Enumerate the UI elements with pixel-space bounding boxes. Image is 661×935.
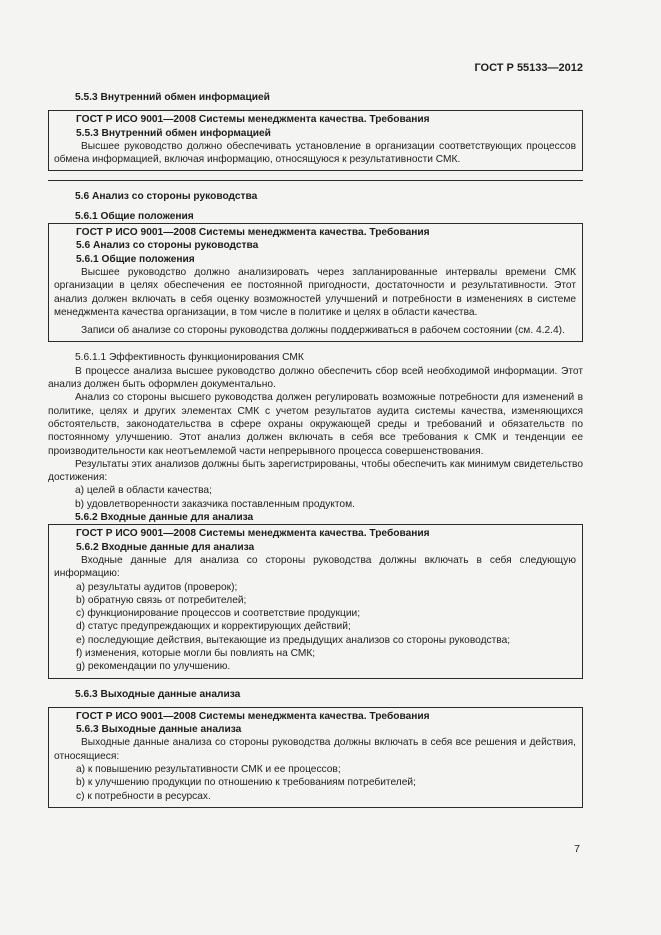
page-number: 7 bbox=[574, 843, 580, 855]
list-item: b) удовлетворенности заказчика поставленным продуктом. bbox=[75, 498, 355, 510]
list-item: d) статус предупреждающих и корректирующих действий; bbox=[76, 621, 351, 633]
quote-title: ГОСТ Р ИСО 9001—2008 Системы менеджмента качества. Требования bbox=[76, 114, 430, 126]
quote-subheading: 5.6.3 Выходные данные анализа bbox=[76, 724, 242, 736]
body-paragraph: В процессе анализа высшее руководство должно обеспечить сбор всей необходимой информации. Этот анализ должен быть оформлен документально. bbox=[48, 365, 583, 391]
section-heading-5-5-3: 5.5.3 Внутренний обмен информацией bbox=[75, 92, 270, 103]
quote-text: Высшее руководство должно обеспечивать установление в организации соответствующих процессов обмена информацией, включая информацию, относящуюся к результативности СМК. bbox=[54, 140, 576, 166]
quote-title: ГОСТ Р ИСО 9001—2008 Системы менеджмента качества. Требования bbox=[76, 528, 430, 540]
section-heading-5-6-2: 5.6.2 Входные данные для анализа bbox=[75, 512, 254, 524]
quote-heading: 5.6 Анализ со стороны руководства bbox=[76, 240, 259, 252]
quote-paragraph: Высшее руководство должно анализировать через запланированные интервалы времени СМК организации в целях обеспечения ее постоянной пригодности, достаточности и результативности. Этот анализ должен включать в себя оценку возможностей улучшений и потребности в изменениях в системе менеджмента качества организации, в том числе в политике и целях в области качества. bbox=[54, 266, 576, 318]
document-code: ГОСТ Р 55133—2012 bbox=[474, 62, 583, 74]
list-item: с) к потребности в ресурсах. bbox=[76, 790, 211, 802]
list-item: а) целей в области качества; bbox=[75, 485, 212, 497]
quote-subheading: 5.6.1 Общие положения bbox=[76, 253, 195, 265]
page-content bbox=[48, 91, 583, 808]
quote-title: ГОСТ Р ИСО 9001—2008 Системы менеджмента качества. Требования bbox=[76, 710, 430, 722]
list-item: b) обратную связь от потребителей; bbox=[76, 594, 247, 606]
quote-box-5-6-2 bbox=[48, 524, 583, 678]
quote-box-5-6-1 bbox=[48, 223, 583, 342]
quote-box-5-5-3 bbox=[48, 110, 583, 171]
quote-subheading: 5.5.3 Внутренний обмен информацией bbox=[76, 127, 271, 139]
list-item: f) изменения, которые могли бы повлиять на СМК; bbox=[76, 647, 316, 659]
quote-text: Выходные данные анализа со стороны руководства должны включать в себя все решения и действия, относящиеся: bbox=[54, 737, 576, 762]
section-heading-5-6-1-1: 5.6.1.1 Эффективность функционирования СМК bbox=[75, 352, 304, 364]
quote-text: Входные данные для анализа со стороны руководства должны включать в себя следующую информацию: bbox=[54, 554, 576, 580]
section-heading-5-6-1: 5.6.1 Общие положения bbox=[75, 210, 194, 222]
list-item: а) к повышению результативности СМК и ее процессов; bbox=[76, 764, 341, 776]
quote-subheading: 5.6.2 Входные данные для анализа bbox=[76, 541, 255, 553]
body-paragraph: Анализ со стороны высшего руководства должен регулировать возможные потребности для изменений в политике, целях и других элементах СМК с учетом результатов аудита системы качества, изменяющихся обстоятельств, законодательства в сфере охраны окружающей среды и требований и обязательств по постоянному улучшению. Этот анализ должен включать в себя все требования к СМК и тенденции ее производительности как неотъемлемой части непрерывного процесса совершенствования. bbox=[48, 392, 583, 457]
body-paragraph: Результаты этих анализов должны быть зарегистрированы, чтобы обеспечить как минимум свидетельство достижения: bbox=[48, 458, 583, 484]
quote-title: ГОСТ Р ИСО 9001—2008 Системы менеджмента качества. Требования bbox=[76, 227, 430, 239]
list-item: g) рекомендации по улучшению. bbox=[76, 661, 231, 673]
quote-paragraph: Записи об анализе со стороны руководства должны поддерживаться в рабочем состоянии (см. 4.2.4). bbox=[81, 325, 565, 337]
section-heading-5-6-3: 5.6.3 Выходные данные анализа bbox=[75, 688, 241, 700]
list-item: е) последующие действия, вытекающие из предыдущих анализов со стороны руководства; bbox=[76, 634, 511, 646]
list-item: с) функционирование процессов и соответствие продукции; bbox=[76, 608, 361, 620]
quote-box-5-6-3 bbox=[48, 707, 583, 808]
list-item: b) к улучшению продукции по отношению к требованиям потребителей; bbox=[76, 777, 416, 789]
list-item: а) результаты аудитов (проверок); bbox=[76, 581, 238, 593]
section-heading-5-6: 5.6 Анализ со стороны руководства bbox=[75, 191, 258, 203]
